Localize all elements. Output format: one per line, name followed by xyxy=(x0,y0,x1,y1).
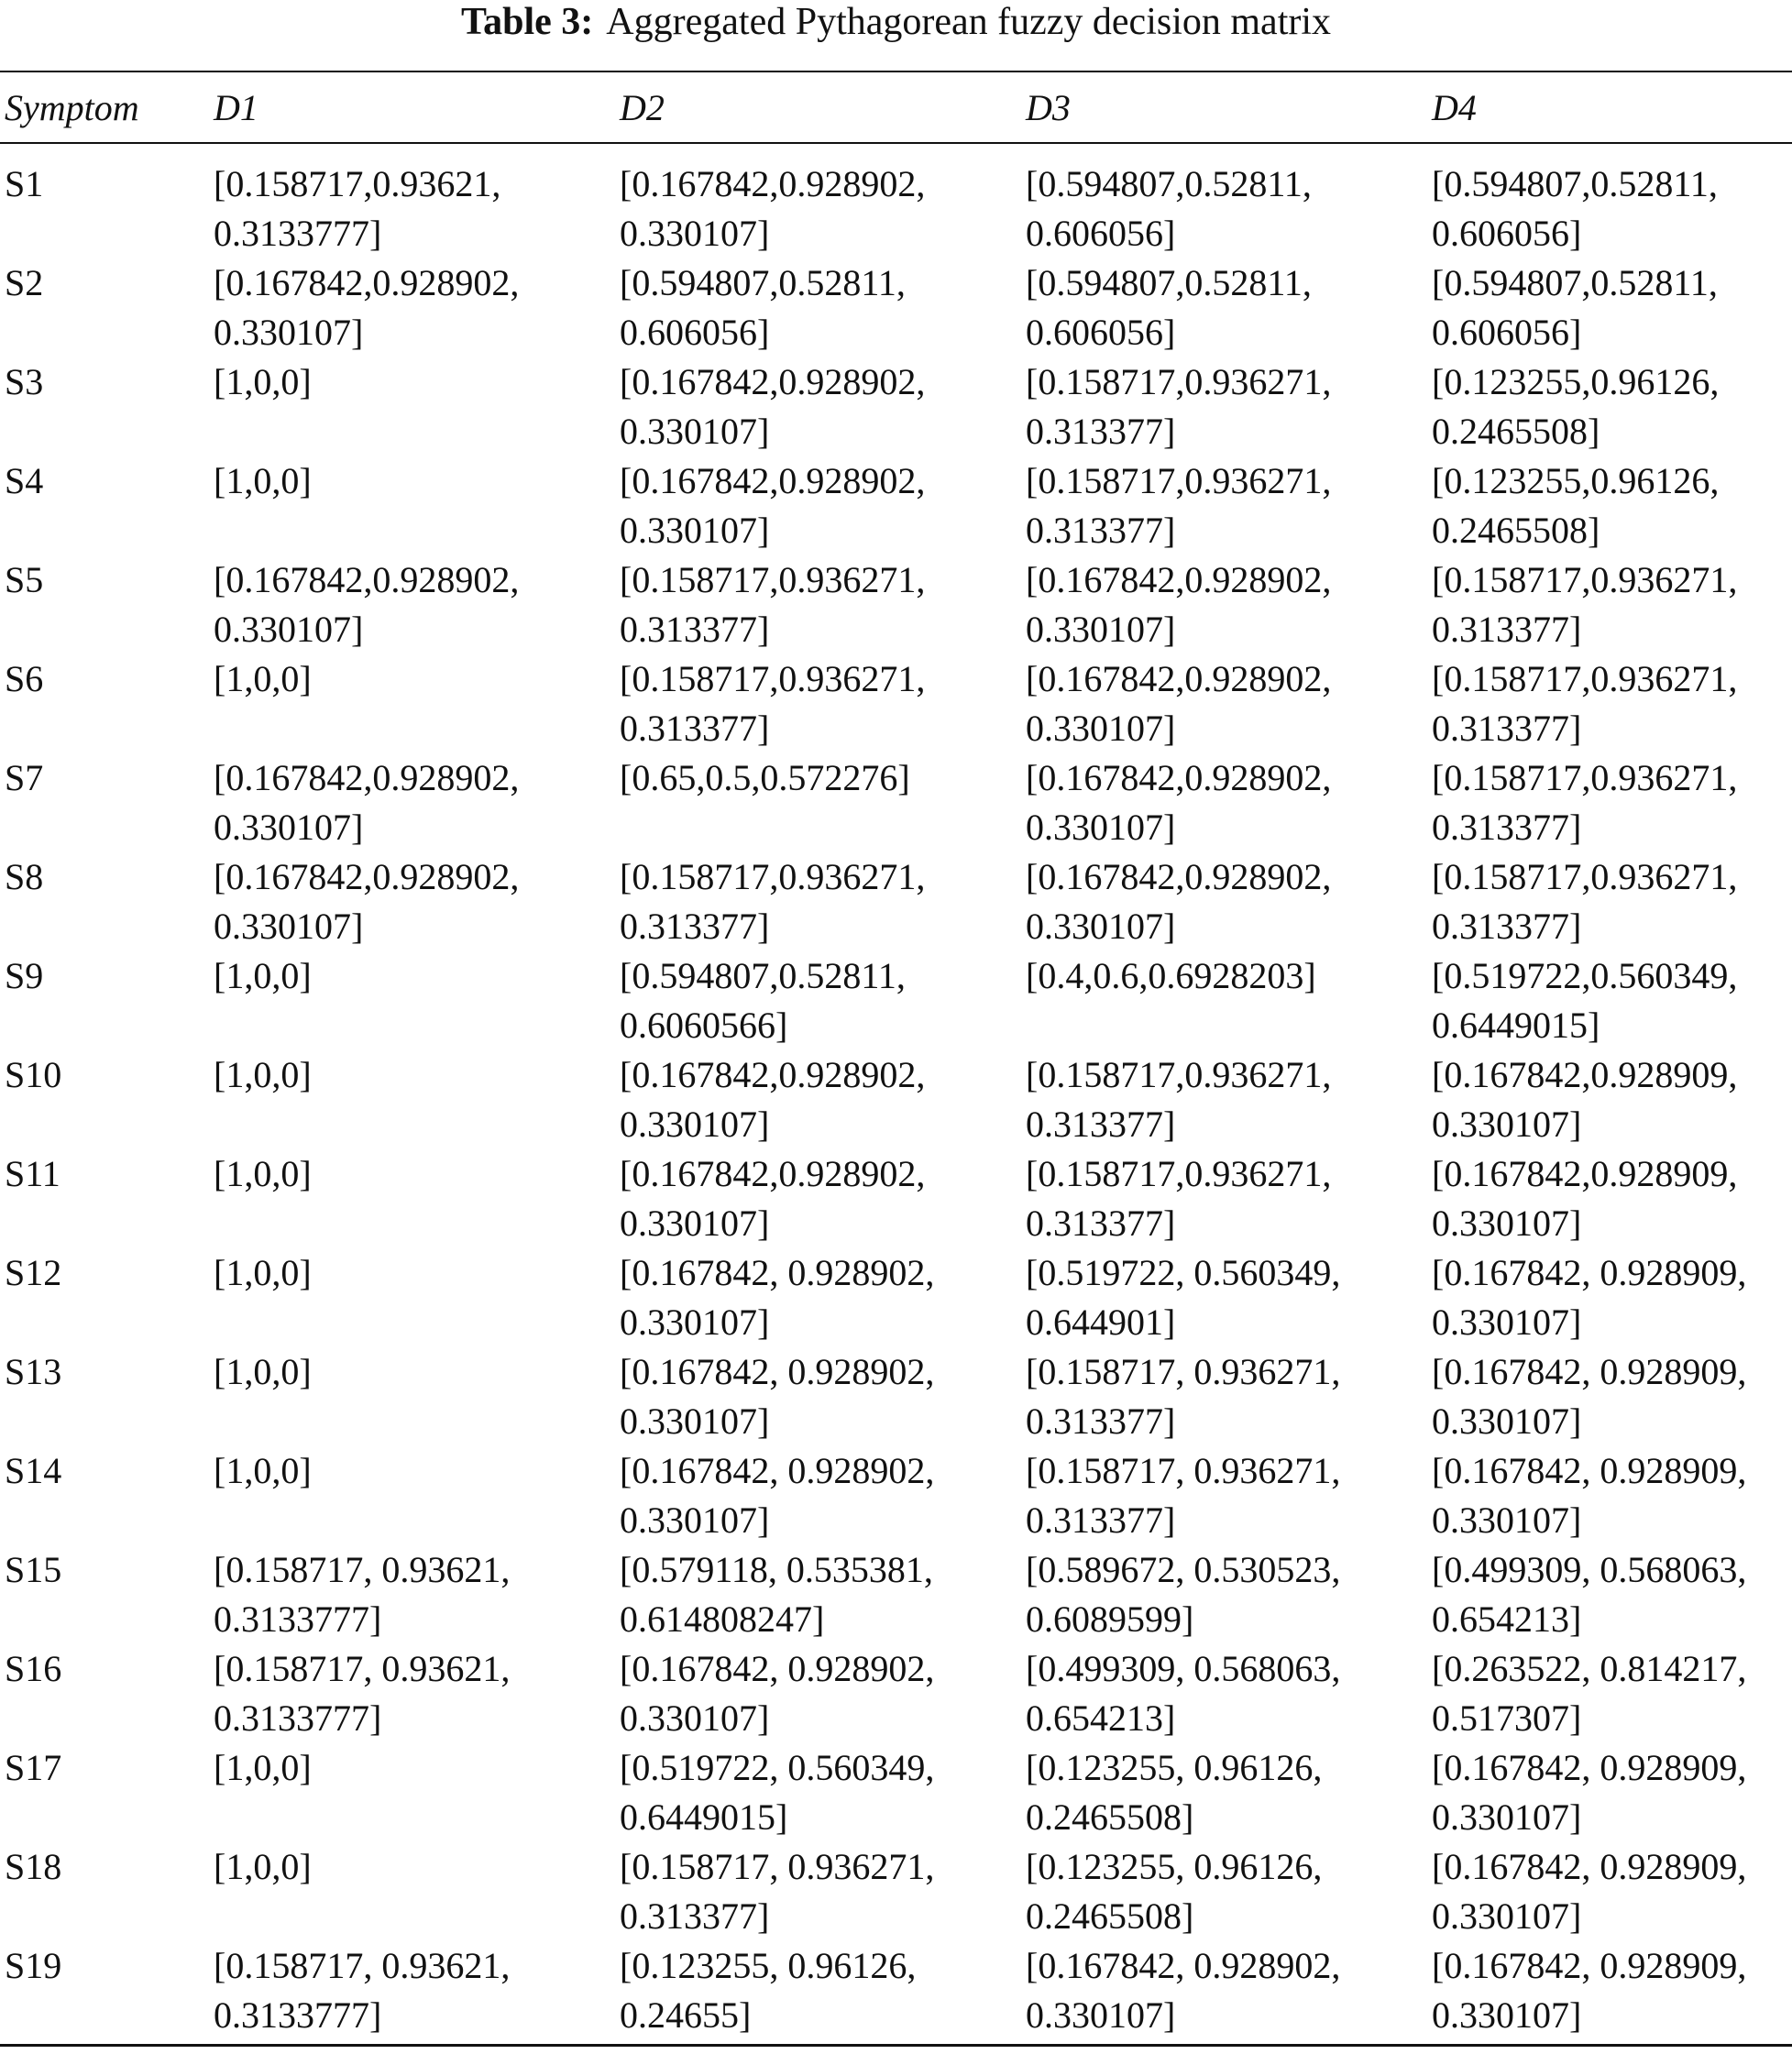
value-cell-d1: [1,0,0] xyxy=(214,1747,312,1788)
symptom-cell: S18 xyxy=(5,1846,62,1887)
value-cell-d4: [0.594807,0.52811, 0.606056] xyxy=(1432,262,1718,353)
value-cell-d4: [0.263522, 0.814217, 0.517307] xyxy=(1432,1648,1747,1739)
symptom-cell: S8 xyxy=(5,856,44,897)
table-row xyxy=(0,555,1792,654)
value-cell-d4: [0.123255,0.96126, 0.2465508] xyxy=(1432,460,1720,551)
table-row xyxy=(0,357,1792,456)
value-cell-d2: [0.519722, 0.560349, 0.6449015] xyxy=(620,1747,935,1838)
value-cell-d3: [0.158717, 0.936271, 0.313377] xyxy=(1026,1351,1341,1442)
table-bottom-rule xyxy=(0,2044,1792,2047)
symptom-cell: S2 xyxy=(5,262,44,303)
symptom-cell: S5 xyxy=(5,559,44,600)
table-caption xyxy=(0,2,1792,42)
table-row xyxy=(0,159,1792,258)
value-cell-d2: [0.167842,0.928902, 0.330107] xyxy=(620,361,926,452)
value-cell-d2: [0.158717,0.936271, 0.313377] xyxy=(620,658,926,749)
value-cell-d1: [1,0,0] xyxy=(214,1846,312,1887)
value-cell-d1: [0.167842,0.928902, 0.330107] xyxy=(214,559,520,650)
decision-matrix-table xyxy=(0,71,1792,2047)
value-cell-d3: [0.158717, 0.936271, 0.313377] xyxy=(1026,1450,1341,1541)
value-cell-d1: [0.158717,0.93621, 0.3133777] xyxy=(214,163,501,254)
value-cell-d2: [0.167842, 0.928902, 0.330107] xyxy=(620,1648,935,1739)
value-cell-d4: [0.167842, 0.928909, 0.330107] xyxy=(1432,1747,1747,1838)
value-cell-d4: [0.167842, 0.928909, 0.330107] xyxy=(1432,1945,1747,2036)
value-cell-d3: [0.499309, 0.568063, 0.654213] xyxy=(1026,1648,1341,1739)
value-cell-d2: [0.158717, 0.936271, 0.313377] xyxy=(620,1846,935,1937)
value-cell-d2: [0.158717,0.936271, 0.313377] xyxy=(620,559,926,650)
value-cell-d1: [0.167842,0.928902, 0.330107] xyxy=(214,856,520,947)
value-cell-d1: [1,0,0] xyxy=(214,1450,312,1491)
symptom-cell: S17 xyxy=(5,1747,62,1788)
table-body xyxy=(0,144,1792,2044)
value-cell-d4: [0.499309, 0.568063, 0.654213] xyxy=(1432,1549,1747,1640)
symptom-cell: S9 xyxy=(5,955,44,996)
header-d1: D1 xyxy=(214,86,258,128)
value-cell-d3: [0.4,0.6,0.6928203] xyxy=(1026,955,1316,996)
table-row xyxy=(0,1446,1792,1545)
value-cell-d2: [0.594807,0.52811, 0.606056] xyxy=(620,262,906,353)
value-cell-d1: [1,0,0] xyxy=(214,1252,312,1293)
value-cell-d1: [1,0,0] xyxy=(214,361,312,402)
value-cell-d4: [0.594807,0.52811, 0.606056] xyxy=(1432,163,1718,254)
table-row xyxy=(0,654,1792,753)
value-cell-d4: [0.519722,0.560349, 0.6449015] xyxy=(1432,955,1738,1046)
symptom-cell: S7 xyxy=(5,757,44,798)
symptom-cell: S3 xyxy=(5,361,44,402)
table-row xyxy=(0,258,1792,357)
value-cell-d3: [0.167842,0.928902, 0.330107] xyxy=(1026,658,1332,749)
table-caption-label: Table 3: xyxy=(460,1,594,43)
value-cell-d2: [0.167842,0.928902, 0.330107] xyxy=(620,1153,926,1244)
symptom-cell: S12 xyxy=(5,1252,62,1293)
value-cell-d4: [0.158717,0.936271, 0.313377] xyxy=(1432,856,1738,947)
symptom-cell: S1 xyxy=(5,163,44,204)
value-cell-d4: [0.167842,0.928909, 0.330107] xyxy=(1432,1054,1738,1145)
value-cell-d3: [0.519722, 0.560349, 0.644901] xyxy=(1026,1252,1341,1343)
value-cell-d3: [0.158717,0.936271, 0.313377] xyxy=(1026,361,1332,452)
value-cell-d3: [0.594807,0.52811, 0.606056] xyxy=(1026,163,1312,254)
symptom-cell: S4 xyxy=(5,460,44,501)
value-cell-d1: [0.167842,0.928902, 0.330107] xyxy=(214,757,520,848)
symptom-cell: S6 xyxy=(5,658,44,699)
value-cell-d3: [0.167842, 0.928902, 0.330107] xyxy=(1026,1945,1341,2036)
value-cell-d3: [0.123255, 0.96126, 0.2465508] xyxy=(1026,1747,1323,1838)
symptom-cell: S11 xyxy=(5,1153,60,1194)
value-cell-d2: [0.167842, 0.928902, 0.330107] xyxy=(620,1252,935,1343)
value-cell-d1: [1,0,0] xyxy=(214,1054,312,1095)
symptom-cell: S14 xyxy=(5,1450,62,1491)
value-cell-d2: [0.123255, 0.96126, 0.24655] xyxy=(620,1945,917,2036)
value-cell-d2: [0.167842,0.928902, 0.330107] xyxy=(620,1054,926,1145)
value-cell-d2: [0.594807,0.52811, 0.6060566] xyxy=(620,955,906,1046)
table-row xyxy=(0,1545,1792,1644)
symptom-cell: S10 xyxy=(5,1054,62,1095)
header-d2: D2 xyxy=(620,86,665,128)
value-cell-d1: [0.167842,0.928902, 0.330107] xyxy=(214,262,520,353)
value-cell-d3: [0.167842,0.928902, 0.330107] xyxy=(1026,559,1332,650)
value-cell-d4: [0.167842, 0.928909, 0.330107] xyxy=(1432,1351,1747,1442)
value-cell-d1: [1,0,0] xyxy=(214,1351,312,1392)
value-cell-d4: [0.167842, 0.928909, 0.330107] xyxy=(1432,1252,1747,1343)
value-cell-d4: [0.167842,0.928909, 0.330107] xyxy=(1432,1153,1738,1244)
table-row xyxy=(0,1743,1792,1842)
value-cell-d3: [0.158717,0.936271, 0.313377] xyxy=(1026,1054,1332,1145)
value-cell-d2: [0.167842, 0.928902, 0.330107] xyxy=(620,1450,935,1541)
table-row xyxy=(0,456,1792,555)
table-row xyxy=(0,1941,1792,2040)
symptom-cell: S13 xyxy=(5,1351,62,1392)
value-cell-d4: [0.158717,0.936271, 0.313377] xyxy=(1432,658,1738,749)
table-row xyxy=(0,1149,1792,1248)
value-cell-d1: [1,0,0] xyxy=(214,955,312,996)
symptom-cell: S15 xyxy=(5,1549,62,1590)
value-cell-d4: [0.167842, 0.928909, 0.330107] xyxy=(1432,1846,1747,1937)
table-row xyxy=(0,1347,1792,1446)
table-row xyxy=(0,852,1792,951)
value-cell-d4: [0.167842, 0.928909, 0.330107] xyxy=(1432,1450,1747,1541)
value-cell-d3: [0.594807,0.52811, 0.606056] xyxy=(1026,262,1312,353)
value-cell-d1: [0.158717, 0.93621, 0.3133777] xyxy=(214,1945,511,2036)
table-row xyxy=(0,1248,1792,1347)
table-header-row xyxy=(0,72,1792,142)
value-cell-d2: [0.65,0.5,0.572276] xyxy=(620,757,910,798)
value-cell-d1: [1,0,0] xyxy=(214,460,312,501)
table-row xyxy=(0,1050,1792,1149)
header-d3: D3 xyxy=(1026,86,1071,128)
value-cell-d3: [0.589672, 0.530523, 0.6089599] xyxy=(1026,1549,1341,1640)
value-cell-d1: [0.158717, 0.93621, 0.3133777] xyxy=(214,1549,511,1640)
value-cell-d1: [0.158717, 0.93621, 0.3133777] xyxy=(214,1648,511,1739)
value-cell-d4: [0.123255,0.96126, 0.2465508] xyxy=(1432,361,1720,452)
value-cell-d2: [0.167842, 0.928902, 0.330107] xyxy=(620,1351,935,1442)
value-cell-d4: [0.158717,0.936271, 0.313377] xyxy=(1432,757,1738,848)
value-cell-d3: [0.167842,0.928902, 0.330107] xyxy=(1026,856,1332,947)
symptom-cell: S19 xyxy=(5,1945,62,1986)
value-cell-d2: [0.167842,0.928902, 0.330107] xyxy=(620,163,926,254)
value-cell-d3: [0.123255, 0.96126, 0.2465508] xyxy=(1026,1846,1323,1937)
table-row xyxy=(0,951,1792,1050)
table-row xyxy=(0,1842,1792,1941)
table-caption-text: Aggregated Pythagorean fuzzy decision matrix xyxy=(606,1,1332,43)
value-cell-d3: [0.167842,0.928902, 0.330107] xyxy=(1026,757,1332,848)
header-symptom: Symptom xyxy=(5,86,139,128)
symptom-cell: S16 xyxy=(5,1648,62,1689)
value-cell-d3: [0.158717,0.936271, 0.313377] xyxy=(1026,1153,1332,1244)
table-row xyxy=(0,1644,1792,1743)
value-cell-d2: [0.579118, 0.535381, 0.614808247] xyxy=(620,1549,933,1640)
header-d4: D4 xyxy=(1432,86,1477,128)
value-cell-d1: [1,0,0] xyxy=(214,1153,312,1194)
value-cell-d2: [0.158717,0.936271, 0.313377] xyxy=(620,856,926,947)
value-cell-d4: [0.158717,0.936271, 0.313377] xyxy=(1432,559,1738,650)
table-row xyxy=(0,753,1792,852)
value-cell-d2: [0.167842,0.928902, 0.330107] xyxy=(620,460,926,551)
value-cell-d3: [0.158717,0.936271, 0.313377] xyxy=(1026,460,1332,551)
value-cell-d1: [1,0,0] xyxy=(214,658,312,699)
